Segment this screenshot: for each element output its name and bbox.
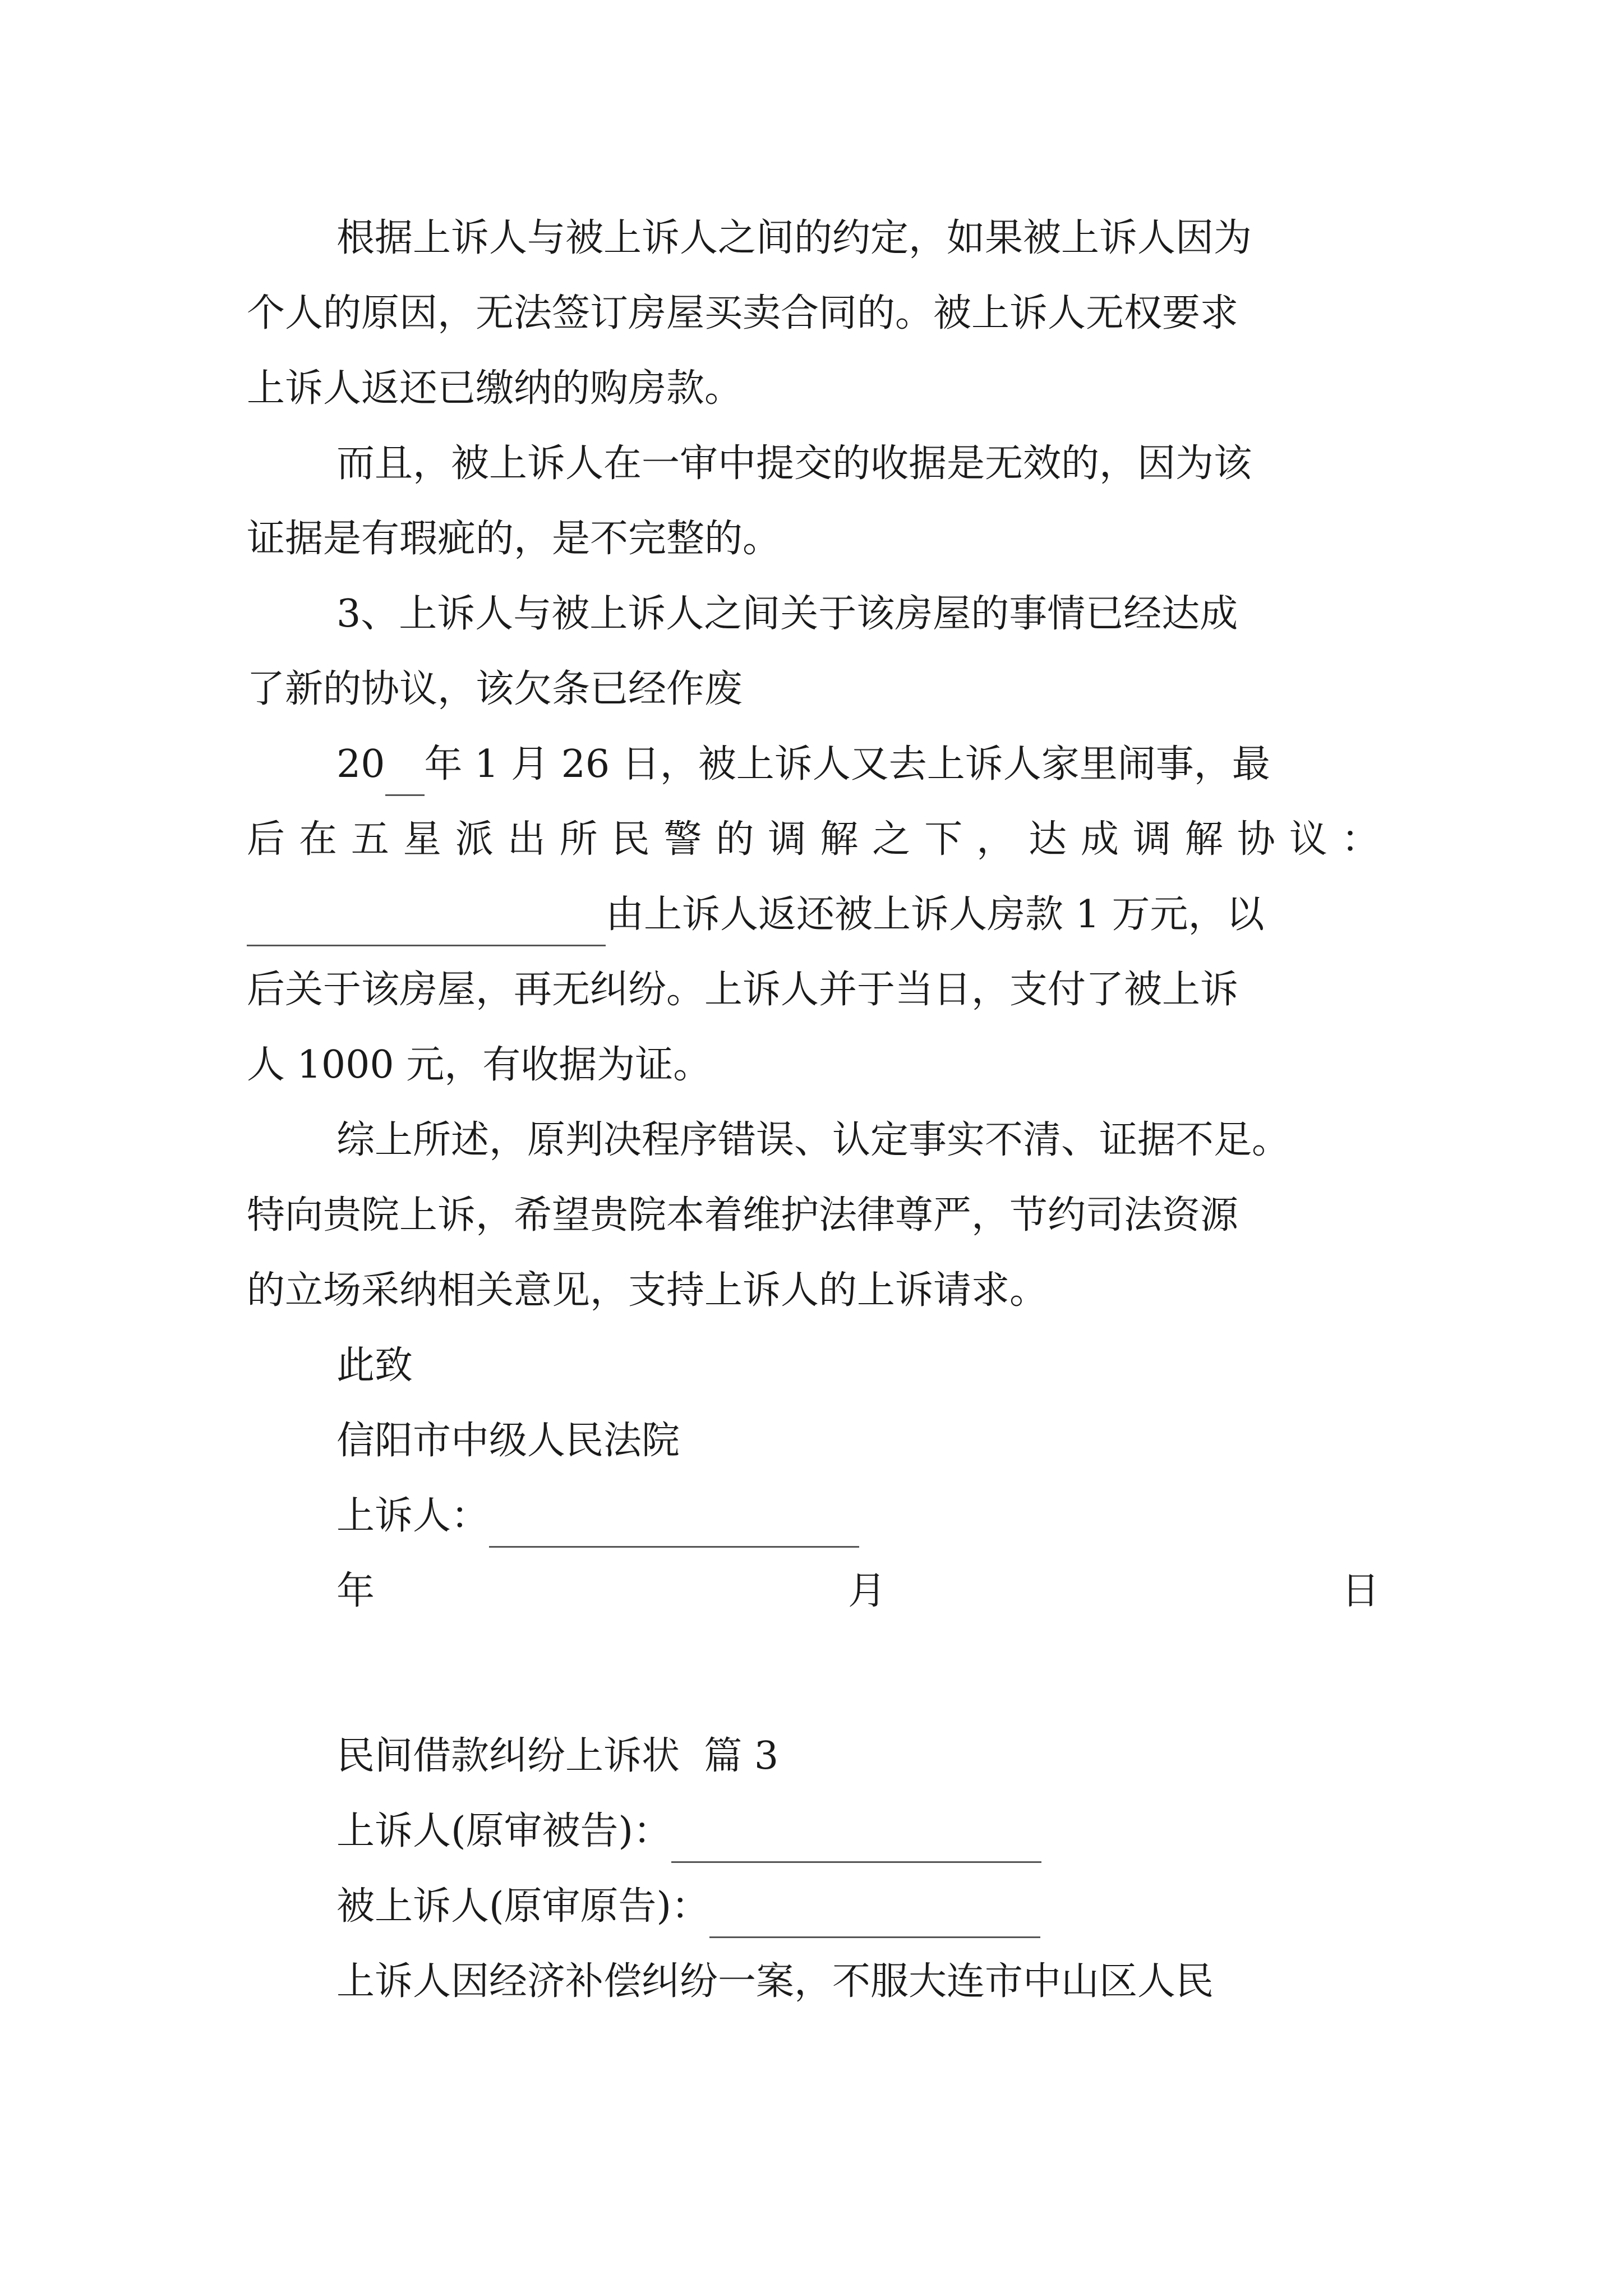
paragraph-5-line-1: 综上所述，原判决程序错误、认定事实不清、证据不足。 [336,1118,1290,1162]
paragraph-3-line-1: 3、上诉人与被上诉人之间关于该房屋的事情已经达成 [336,592,1238,636]
paragraph-4-line-4: 后关于该房屋，再无纠纷。上诉人并于当日，支付了被上诉 [247,968,1239,1012]
paragraph-4-line-5: 人 1000 元，有收据为证。 [247,1043,712,1087]
justified-char: 所 [559,817,598,862]
paragraph-4-line-3 [247,884,1265,946]
justified-char: 调 [1132,817,1171,862]
justified-char: 成 [1081,817,1119,862]
justified-char: 出 [507,817,546,862]
paragraph-5-line-2: 特向贵院上诉，希望贵院本着维护法律尊严，节约司法资源 [247,1193,1239,1237]
justified-char: 解 [1184,817,1223,862]
year-blank [385,755,425,796]
appellant-label: 上诉人： [336,1494,490,1538]
date-day: 日 [1341,1569,1380,1613]
justified-char: 调 [768,817,806,862]
appellant-blank [489,1507,859,1548]
justified-char: 解 [820,817,859,862]
date-month: 月 [848,1569,887,1613]
section-3-appellee-line [336,1876,1040,1938]
section-3-appellant-blank [671,1822,1041,1863]
paragraph-1-line-1: 根据上诉人与被上诉人之间的约定，如果被上诉人因为 [336,216,1252,260]
section-3-appellee-label: 被上诉人(原审原告)： [336,1884,710,1929]
paragraph-5-line-3: 的立场采纳相关意见，支持上诉人的上诉请求。 [247,1268,1048,1313]
justified-char: 下 [924,817,963,862]
appellant-signature-line [336,1485,859,1547]
justified-char: 派 [455,817,494,862]
year-prefix: 20 [336,742,385,786]
section-3-appellant-line [336,1801,1041,1862]
section-3-appellee-blank [709,1897,1040,1938]
paragraph-2-line-1: 而且，被上诉人在一审中提交的收据是无效的，因为该 [336,441,1252,486]
agreement-blank [247,905,606,946]
date-year: 年 [336,1569,375,1613]
paragraph-1-line-2: 个人的原因，无法签订房屋买卖合同的。被上诉人无权要求 [247,291,1239,335]
section-3-title: 民间借款纠纷上诉状 篇 3 [336,1734,779,1778]
justified-char: 在 [298,817,337,862]
court-name: 信阳市中级人民法院 [336,1419,680,1463]
justified-char: 达 [1029,817,1067,862]
justified-char: ： [1341,817,1380,862]
justified-char: ， [976,817,1015,862]
date-line [336,1561,1380,1622]
paragraph-2-line-2: 证据是有瑕疵的，是不完整的。 [247,517,781,561]
paragraph-1-line-3: 上诉人返还已缴纳的购房款。 [247,366,743,411]
justified-char: 议 [1289,817,1327,862]
justified-char: 五 [351,817,389,862]
salutation: 此致 [336,1343,413,1388]
justified-char: 星 [403,817,441,862]
justified-char: 协 [1237,817,1275,862]
paragraph-4-line-2 [247,809,1380,871]
justified-char: 的 [716,817,754,862]
section-3-intro: 上诉人因经济补偿纠纷一案，不服大连市中山区人民 [336,1959,1214,2004]
section-3-appellant-label: 上诉人(原审被告)： [336,1809,672,1853]
paragraph-4-line-3-text: 由上诉人返还被上诉人房款 1 万元，以 [606,892,1265,937]
justified-char: 后 [247,817,285,862]
justified-char: 民 [611,817,650,862]
paragraph-4-line-1 [336,734,1270,795]
paragraph-4-line-1-text: 年 1 月 26 日，被上诉人又去上诉人家里闹事，最 [424,742,1270,786]
paragraph-3-line-2: 了新的协议，该欠条已经作废 [247,667,743,711]
justified-char: 之 [872,817,911,862]
justified-char: 警 [663,817,702,862]
